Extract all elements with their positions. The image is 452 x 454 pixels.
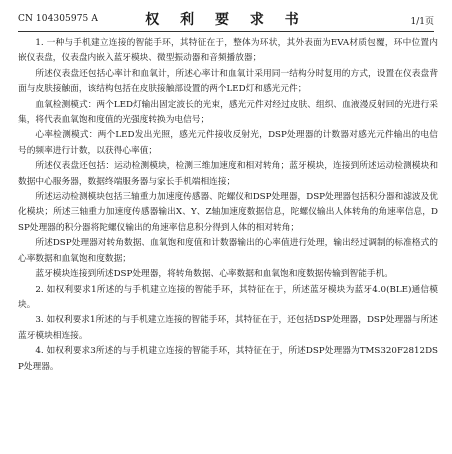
claim-1-modules: 所述仪表盘还包括：运动检测模块，检测三维加速度和相对转角；蓝牙模块，连接到所述运动检测模块和数据中心服务器，数据终端服务器与家长手机端相连接； <box>18 161 438 187</box>
claim-1-bluetooth: 蓝牙模块连接到所述DSP处理器，将转角数据、心率数据和血氧饱和度数据传输到智能手机。 <box>35 269 393 280</box>
claim-1-sensor: 所述仪表盘还包括心率计和血氧计，所述心率计和血氧计采用同一结构分时复用的方式，设置在仪表盘背面与皮肤接触面，该结构包括在皮肤接触部设置的两个LED灯和感光元件； <box>18 68 438 95</box>
claim-2: 2. 如权利要求1所述的与手机建立连接的智能手环，其特征在于，所述蓝牙模块为蓝牙4.0(BLE)通信模块。 <box>18 284 438 310</box>
claim-3: 3. 如权利要求1所述的与手机建立连接的智能手环，其特征在于，还包括DSP处理器，DSP处理器与所述蓝牙模块相连接。 <box>18 315 438 341</box>
claim-1-motion-module: 所述运动检测模块包括三轴重力加速度传感器、陀螺仪和DSP处理器，DSP处理器包括积分器和滤波及优化模块；所述三轴重力加速度传感器输出X、Y、Z轴加速度数据信息，陀螺仪输出人体转角的角速率信息，DSP处理器的积分器将陀螺仪输出的角速率信息积分得到人体的相对转角； <box>18 192 438 233</box>
claim-4: 4. 如权利要求3所述的与手机建立连接的智能手环，其特征在于，所述DSP处理器为TMS320F2812DSP处理器。 <box>18 346 438 372</box>
doc-number: CN 104305975 A <box>18 14 98 24</box>
claim-1-heart-rate-mode: 心率检测模式：两个LED发出光照，感光元件接收反射光，DSP处理器的计数器对感光元件输出的电信号的频率进行计数，以获得心率值； <box>18 130 438 156</box>
claim-1-spo2-mode: 血氧检测模式：两个LED灯输出固定波长的光束，感光元件对经过皮肤、组织、血液漫反射回的光进行采集，将代表血氧饱和度值的光强度转换为电信号； <box>18 99 438 126</box>
claims-body <box>18 36 438 375</box>
page-title: 权 利 要 求 书 <box>145 12 307 28</box>
header-rule <box>18 31 434 32</box>
page-number: 1/1页 <box>410 17 434 27</box>
page-header <box>18 8 434 30</box>
claim-1-intro: 1. 一种与手机建立连接的智能手环，其特征在于，整体为环状，其外表面为EVA材质包覆，环中位置内嵌仪表盘，仪表盘内嵌入蓝牙模块、微型振动器和音频播放器； <box>18 38 438 64</box>
claim-1-dsp: 所述DSP处理器对转角数据、血氧饱和度值和计数器输出的心率值进行处理，输出经过调制的标准格式的心率数据和血氧饱和度数据； <box>18 238 438 264</box>
